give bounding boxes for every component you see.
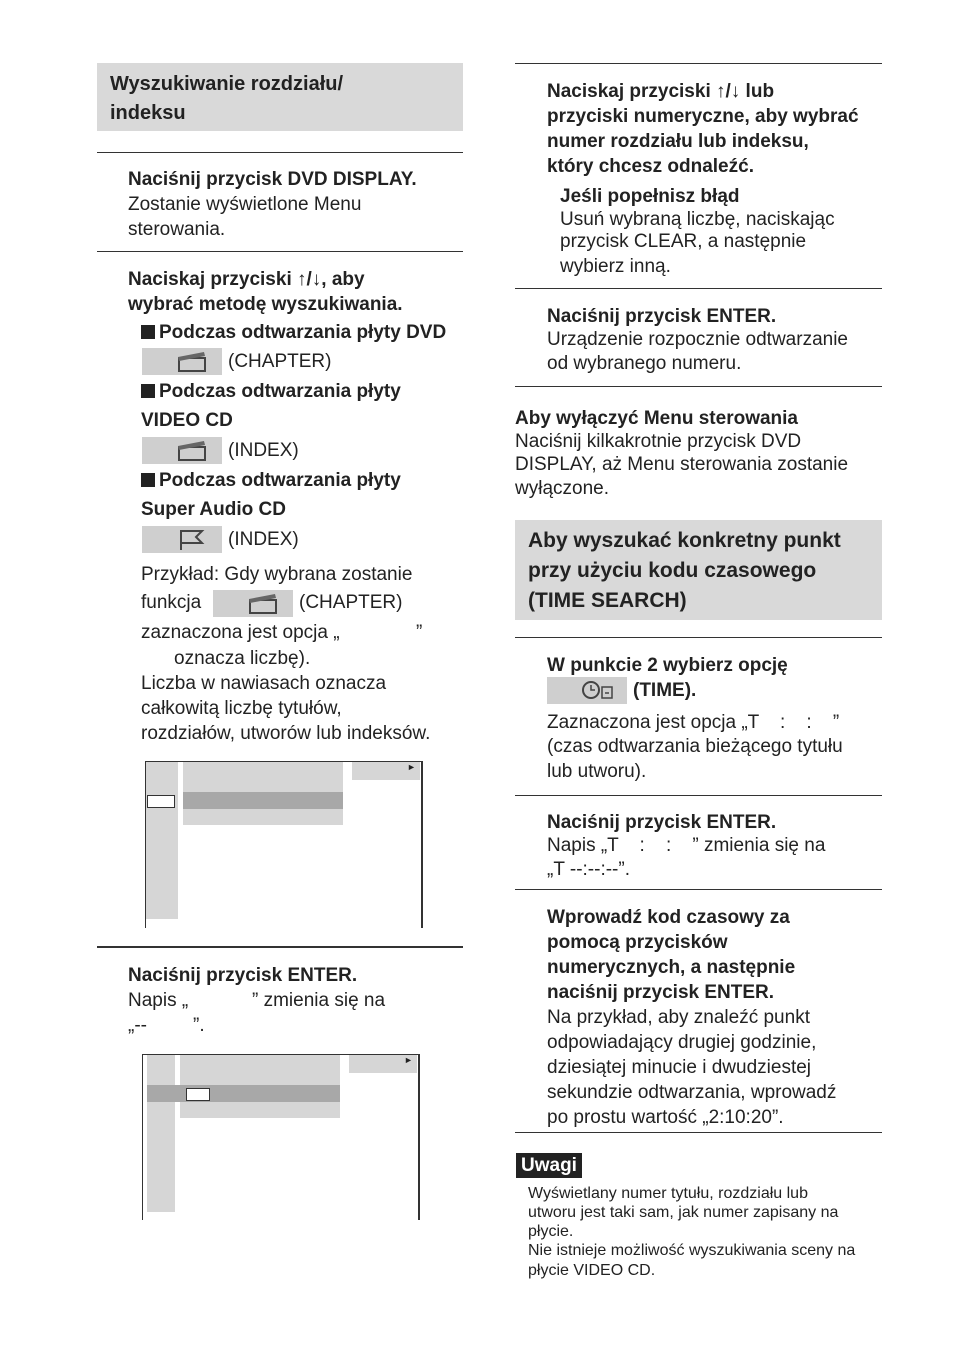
step-text: Napis „T : : ” zmienia się na xyxy=(547,835,826,856)
time-clock-icon xyxy=(547,677,627,704)
index-clapper-icon xyxy=(142,437,222,464)
step-title: numer rozdziału lub indeksu, xyxy=(547,131,809,152)
control-menu-screen xyxy=(142,1054,420,1220)
step-title: pomocą przycisków xyxy=(547,932,728,953)
heading-line: Aby wyszukać konkretny punkt xyxy=(528,529,841,552)
step-text: Zostanie wyświetlone Menu xyxy=(128,194,362,215)
example-text: rozdziałów, utworów lub indeksów. xyxy=(141,723,431,744)
error-text: wybierz inną. xyxy=(560,256,671,277)
example-text: Liczba w nawiasach oznacza xyxy=(141,673,387,694)
step-title: (TIME). xyxy=(633,680,697,701)
note-text: utworu jest taki sam, jak numer zapisany na xyxy=(528,1204,839,1221)
step-text: „T --:--:--”. xyxy=(547,859,630,880)
notes-badge: Uwagi xyxy=(516,1153,582,1178)
divider xyxy=(515,637,882,638)
step-text: od wybranego numeru. xyxy=(547,353,742,374)
step-title: Naciśnij przycisk ENTER. xyxy=(547,812,777,833)
heading-line: Wyszukiwanie rozdziału/ xyxy=(110,73,344,95)
example-text: całkowitą liczbę tytułów, xyxy=(141,698,342,719)
paragraph-text: wyłączone. xyxy=(515,478,609,499)
chapter-clapper-icon xyxy=(213,590,293,617)
note-text: Wyświetlany numer tytułu, rozdziału lub xyxy=(528,1185,808,1202)
icon-label: (CHAPTER) xyxy=(228,351,332,372)
divider xyxy=(515,386,882,387)
icon-label: (INDEX) xyxy=(228,529,299,550)
heading-line: przy użyciu kodu czasowego xyxy=(528,559,817,582)
heading-line: indeksu xyxy=(110,102,186,124)
subhead-sacd: Podczas odtwarzania płyty xyxy=(141,468,401,493)
divider xyxy=(515,63,882,64)
step-title: Naciskaj przyciski ↑/↓ lub xyxy=(547,81,775,102)
selection-box xyxy=(147,795,175,808)
index-flag-icon xyxy=(142,526,222,553)
step-title: wybrać metodę wyszukiwania. xyxy=(128,294,403,315)
step-title: Naciśnij przycisk ENTER. xyxy=(547,306,777,327)
paragraph-text: DISPLAY, aż Menu sterowania zostanie xyxy=(515,454,849,475)
step-text: sterowania. xyxy=(128,219,226,240)
divider xyxy=(97,152,463,153)
step-text: ” zmienia się na xyxy=(252,990,386,1011)
step-title: naciśnij przycisk ENTER. xyxy=(547,982,775,1003)
error-heading: Jeśli popełnisz błąd xyxy=(560,186,740,207)
step-title: W punkcie 2 wybierz opcję xyxy=(547,655,788,676)
subhead-vcd-line2: VIDEO CD xyxy=(141,410,233,431)
note-text: płycie VIDEO CD. xyxy=(528,1262,656,1279)
example-text: ” xyxy=(416,622,423,643)
step-title: przyciski numeryczne, aby wybrać xyxy=(547,106,859,127)
step-title: który chcesz odnaleźć. xyxy=(547,156,754,177)
divider xyxy=(515,288,882,289)
example-text: Przykład: Gdy wybrana zostanie xyxy=(141,564,413,585)
step-text: sekundzie odtwarzania, wprowadź xyxy=(547,1082,837,1103)
paragraph-text: Naciśnij kilkakrotnie przycisk DVD xyxy=(515,431,802,452)
step-text: dziesiątej minucie i dwudziestej xyxy=(547,1057,812,1078)
step-title: Naciskaj przyciski ↑/↓, aby xyxy=(128,269,365,290)
step-text: Napis „ xyxy=(128,990,189,1011)
example-text: funkcja xyxy=(141,592,202,613)
play-icon: ► xyxy=(407,762,416,772)
note-text: płycie. xyxy=(528,1223,574,1240)
subsection-heading: Aby wyłączyć Menu sterowania xyxy=(515,408,798,429)
divider xyxy=(515,795,882,796)
step-title: numerycznych, a następnie xyxy=(547,957,796,978)
step-text: (czas odtwarzania bieżącego tytułu xyxy=(547,736,843,757)
divider xyxy=(515,889,882,890)
heading-line: (TIME SEARCH) xyxy=(528,589,687,612)
step-title: Naciśnij przycisk DVD DISPLAY. xyxy=(128,169,417,190)
step-text: Na przykład, aby znaleźć punkt xyxy=(547,1007,810,1028)
step-text: „-- xyxy=(128,1015,147,1036)
step-text: po prostu wartość „2:10:20”. xyxy=(547,1107,784,1128)
subhead-sacd-line2: Super Audio CD xyxy=(141,499,286,520)
selection-box xyxy=(186,1088,210,1101)
step-text: Zaznaczona jest opcja „T : : ” xyxy=(547,712,840,733)
error-text: Usuń wybraną liczbę, naciskając xyxy=(560,209,835,230)
step-title: Naciśnij przycisk ENTER. xyxy=(128,965,358,986)
chapter-clapper-icon xyxy=(142,348,222,375)
error-text: przycisk CLEAR, a następnie xyxy=(560,231,807,252)
subhead-vcd: Podczas odtwarzania płyty xyxy=(141,379,401,404)
control-menu-screen xyxy=(145,761,423,928)
step-text: Urządzenie rozpocznie odtwarzanie xyxy=(547,329,848,350)
step-title: Wprowadź kod czasowy za xyxy=(547,907,790,928)
example-text: (CHAPTER) xyxy=(299,592,403,613)
divider xyxy=(97,251,463,252)
step-text: ”. xyxy=(193,1015,205,1036)
icon-label: (INDEX) xyxy=(228,440,299,461)
play-icon: ► xyxy=(404,1055,413,1065)
step-text: lub utworu). xyxy=(547,761,647,782)
example-text: oznacza liczbę). xyxy=(174,648,311,669)
step-text: odpowiadający drugiej godzinie, xyxy=(547,1032,817,1053)
note-text: Nie istnieje możliwość wyszukiwania sceny na xyxy=(528,1242,856,1259)
example-text: zaznaczona jest opcja „ xyxy=(141,622,340,643)
subhead-dvd: Podczas odtwarzania płyty DVD xyxy=(141,320,446,345)
divider xyxy=(515,1132,882,1133)
divider xyxy=(97,946,463,948)
